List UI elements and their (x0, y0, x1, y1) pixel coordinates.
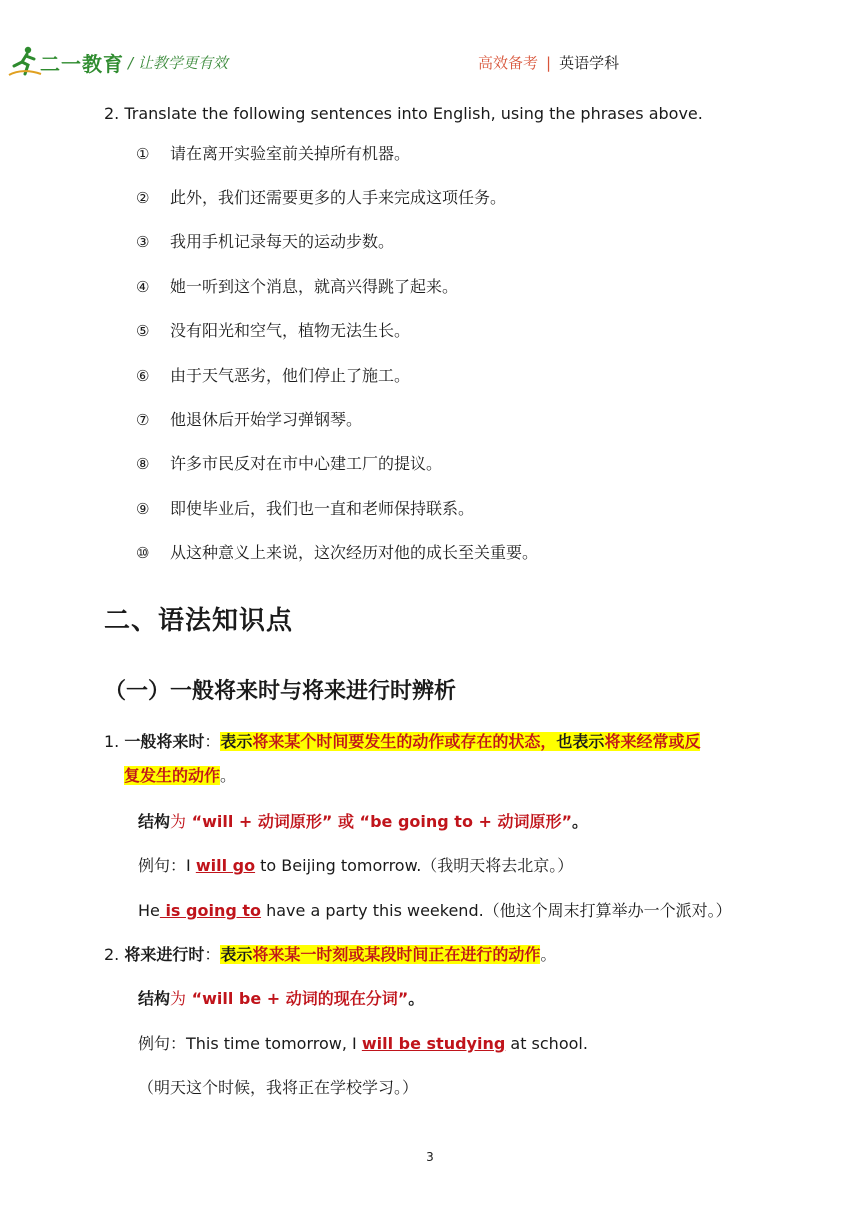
example-text: to Beijing tomorrow.（我明天将去北京。） (255, 856, 574, 875)
exercise-sentence: 许多市民反对在市中心建工厂的提议。 (170, 454, 443, 473)
structure-period: 。 (408, 989, 425, 1008)
exercise-sentence: 她一听到这个消息，就高兴得跳了起来。 (170, 277, 459, 296)
exercise-number: ⑥ (136, 367, 150, 385)
exercise-number: ① (136, 145, 150, 163)
example-key-verb: is going to (159, 901, 262, 920)
def-key-phrase: 将来经常或反 (604, 732, 701, 751)
structure-formula: “will be + 动词的现在分词” (186, 989, 409, 1008)
header-separator: | (546, 54, 552, 72)
exercise-sentence: 请在离开实验室前关掉所有机器。 (170, 144, 411, 163)
exercise-number: ② (136, 189, 150, 207)
def-prefix: 表示 (220, 732, 253, 751)
point-term: 将来进行时 (124, 945, 205, 964)
example-text: at school. (505, 1034, 588, 1053)
header-subject (478, 52, 619, 73)
grammar-point-2-definition (104, 943, 556, 967)
point-term: 一般将来时 (124, 732, 205, 751)
structure-word: 为 (170, 812, 187, 831)
running-figure-icon (8, 44, 42, 78)
page-number: 3 (426, 1150, 434, 1164)
def-key-phrase: 将来某一时刻或某段时间正在进行的动作 (252, 945, 541, 964)
grammar-point-1-example-2 (138, 899, 732, 923)
point-colon: ： (204, 945, 221, 964)
grammar-point-2-example-translation: （明天这个时候，我将正在学校学习。） (138, 1078, 419, 1097)
point-colon: ： (204, 732, 221, 751)
grammar-point-2-structure (138, 987, 424, 1011)
def-period: 。 (220, 766, 237, 785)
exercise-sentence: 没有阳光和空气，植物无法生长。 (170, 321, 411, 340)
structure-period: 。 (572, 812, 589, 831)
header-tag-subject: 英语学科 (559, 54, 620, 72)
example-text: 例句：I (138, 856, 196, 875)
def-key-phrase: 将来某个时间要发生的动作或存在的状态， (252, 732, 557, 751)
structure-label: 结构 (138, 812, 171, 831)
header-slogan: / 让教学更有效 (128, 54, 228, 72)
grammar-point-1-definition-cont (124, 764, 236, 788)
exercise-number: ④ (136, 278, 150, 296)
def-prefix: 表示 (220, 945, 253, 964)
exercise-sentence: 从这种意义上来说，这次经历对他的成长至关重要。 (170, 543, 539, 562)
subsection-title: （一）一般将来时与将来进行时辨析 (104, 679, 457, 704)
grammar-point-1-definition (104, 730, 700, 754)
exercise-number: ⑩ (136, 544, 150, 562)
exercise-sentence: 此外，我们还需要更多的人手来完成这项任务。 (170, 188, 507, 207)
exercise-sentence: 即使毕业后，我们也一直和老师保持联系。 (170, 499, 475, 518)
translate-instruction: 2. Translate the following sentences into English, using the phrases above. (104, 104, 703, 123)
grammar-point-1-structure (138, 810, 588, 834)
point-number: 2. (104, 945, 125, 964)
def-key-phrase: 复发生的动作 (124, 766, 221, 785)
brand-logo (8, 44, 124, 80)
structure-word: 为 (170, 989, 187, 1008)
exercise-sentence: 他退休后开始学习弹钢琴。 (170, 410, 363, 429)
exercise-number: ⑤ (136, 322, 150, 340)
example-key-verb: will be studying (361, 1034, 506, 1053)
exercise-number: ③ (136, 233, 150, 251)
example-key-verb: will go (195, 856, 256, 875)
structure-formula: “will + 动词原形” 或 “be going to + 动词原形” (186, 812, 572, 831)
grammar-point-2-example (138, 1032, 588, 1056)
example-text: have a party this weekend.（他这个周末打算举办一个派对。） (261, 901, 732, 920)
exercise-number: ⑧ (136, 455, 150, 473)
structure-label: 结构 (138, 989, 171, 1008)
example-text: He (138, 901, 160, 920)
header-tag-prep: 高效备考 (478, 54, 539, 72)
logo-text: 二一教育 (40, 52, 124, 76)
exercise-sentence: 由于天气恶劣，他们停止了施工。 (170, 366, 411, 385)
exercise-number: ⑦ (136, 411, 150, 429)
section-title: 二、语法知识点 (104, 606, 294, 636)
def-connector: 也表示 (556, 732, 605, 751)
exercise-number: ⑨ (136, 500, 150, 518)
def-period: 。 (540, 945, 557, 964)
grammar-point-1-example-1 (138, 854, 573, 878)
point-number: 1. (104, 732, 125, 751)
exercise-sentence: 我用手机记录每天的运动步数。 (170, 232, 395, 251)
example-text: 例句：This time tomorrow, I (138, 1034, 362, 1053)
